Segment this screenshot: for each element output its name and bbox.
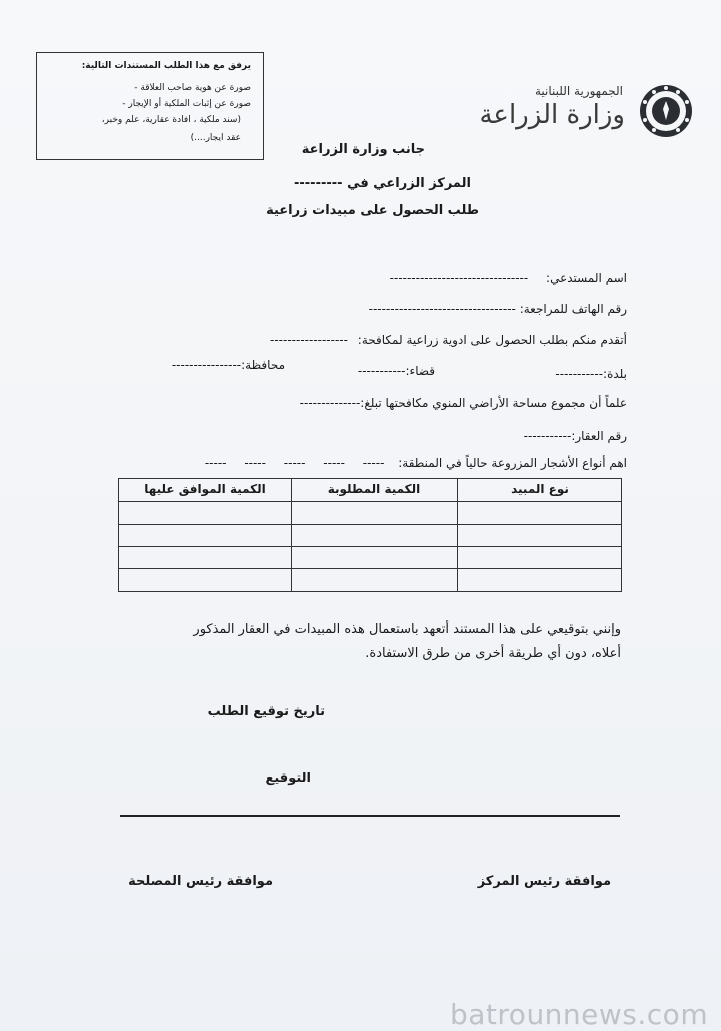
phone-field [369, 302, 627, 316]
subject-title: طلب الحصول على مبيدات زراعية [266, 203, 479, 218]
phone-label: رقم الهاتف للمراجعة: [519, 302, 627, 316]
republic-label: الجمهورية اللبنانية [534, 84, 623, 98]
addressee-line2: المركز الزراعي في --------- [294, 176, 471, 191]
governorate-field [172, 358, 285, 372]
pesticide-table [118, 478, 622, 592]
district-field [358, 364, 435, 378]
signature-line [120, 815, 620, 817]
attachments-item-1: صورة عن هوية صاحب العلاقة - [134, 83, 251, 93]
area-blank: -------------- [299, 396, 361, 410]
trees-blank-4: ----- [244, 456, 266, 470]
attachments-title: يرفق مع هذا الطلب المستندات التالية: [81, 61, 251, 71]
ministry-emblem-icon [638, 82, 694, 140]
table-header-pesticide-type: نوع المبيد [511, 482, 569, 496]
table-header-requested-qty: الكمية المطلوبة [327, 482, 421, 496]
trees-blank-1: ----- [362, 456, 385, 470]
addressee-line1: جانب وزارة الزراعة [301, 142, 425, 157]
center-head-approval: موافقة رئيس المركز [477, 874, 611, 889]
phone-blank: ---------------------------------- [368, 302, 516, 316]
town-label: بلدة: [603, 367, 627, 381]
table-row-divider [119, 501, 621, 502]
ministry-title: وزارة الزراعة [479, 100, 625, 130]
area-label: علماً أن مجموع مساحة الأراضي المنوي مكافحتها تبلغ: [360, 396, 627, 410]
attachments-item-2-line3: عقد ايجار....) [190, 133, 241, 143]
property-label: رقم العقار: [571, 429, 627, 443]
attachments-box [36, 52, 264, 160]
trees-label: اهم أنواع الأشجار المزروعة حالياً في المنطقة: [398, 456, 627, 470]
trees-blank-3: ----- [283, 456, 306, 470]
property-field [524, 429, 627, 443]
area-field [300, 396, 627, 410]
signature-label: التوقيع [265, 771, 311, 786]
department-head-approval: موافقة رئيس المصلحة [128, 874, 273, 889]
table-row-divider [119, 568, 621, 569]
property-blank: ----------- [523, 429, 572, 443]
request-blank: ------------------ [270, 333, 348, 347]
table-row-divider [119, 546, 621, 547]
governorate-blank: ---------------- [171, 358, 242, 372]
attachments-item-2: صورة عن إثبات الملكية أو الإيجار - [122, 99, 251, 109]
trees-blank-5: ----- [204, 456, 227, 470]
signature-date-label: تاريخ توقيع الطلب [207, 704, 325, 719]
attachments-item-2-text: صورة عن إثبات الملكية أو الإيجار [128, 99, 251, 109]
applicant-name-label: اسم المستدعي: [546, 271, 627, 285]
watermark: batrounnews.com [450, 998, 709, 1031]
governorate-label: محافظة: [241, 358, 285, 372]
trees-blank-2: ----- [323, 456, 345, 470]
town-blank: ----------- [555, 367, 604, 381]
district-label: قضاء: [405, 364, 435, 378]
request-label: أتقدم منكم بطلب الحصول على ادوية زراعية لمكافحة: [357, 333, 627, 347]
district-blank: ----------- [357, 364, 406, 378]
pledge-line1: وإنني بتوقيعي على هذا المستند أتعهد باستعمال هذه المبيدات في العقار المذكور [193, 622, 621, 637]
trees-field [205, 456, 627, 470]
town-field [555, 367, 627, 381]
table-row-divider [119, 524, 621, 525]
table-header-approved-qty: الكمية الموافق عليها [144, 482, 266, 496]
request-field [270, 333, 627, 347]
applicant-name-blank: -------------------------------- [389, 271, 529, 285]
attachments-item-2-line2: (سند ملكية ، افادة عقارية، علم وخبر، [101, 115, 241, 125]
applicant-name-field [390, 271, 627, 285]
pledge-line2: أعلاه، دون أي طريقة أخرى من طرق الاستفادة. [365, 646, 621, 661]
attachments-item-1-text: صورة عن هوية صاحب العلاقة [140, 83, 251, 93]
